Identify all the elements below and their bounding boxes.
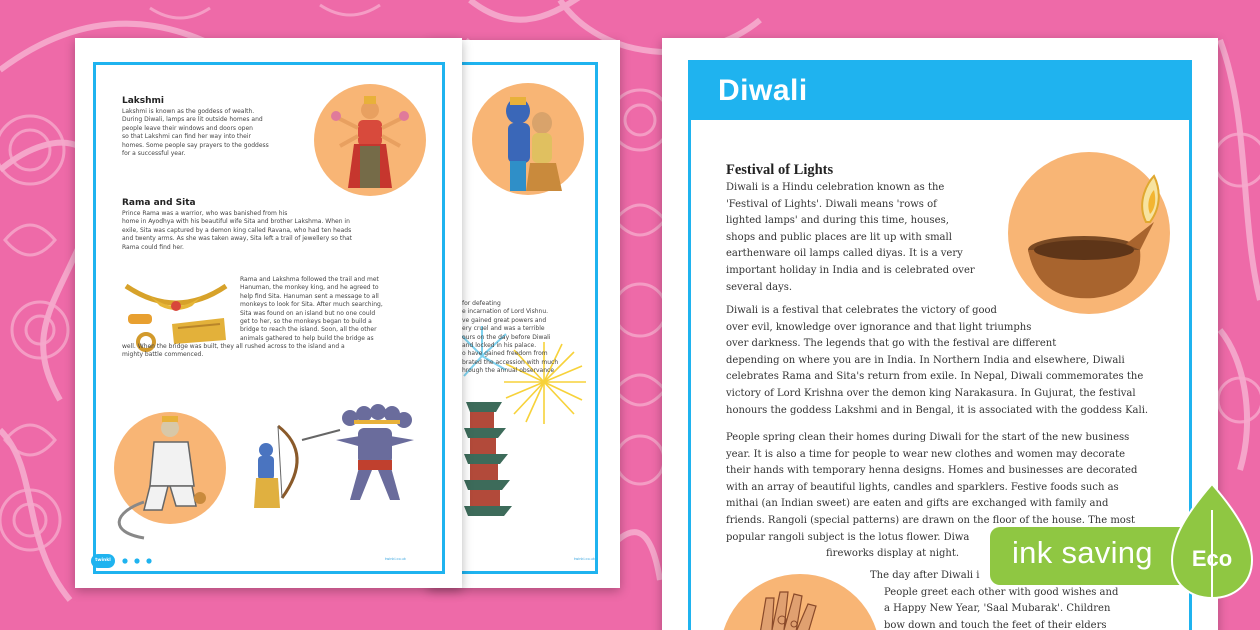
text-line: a Happy New Year, 'Saal Mubarak'. Children	[884, 603, 1111, 615]
text-line: for a successful year.	[122, 150, 186, 158]
twinkl-logo	[91, 554, 115, 568]
text-line: Lakshmi is known as the goddess of wealth.	[122, 108, 255, 115]
title-banner	[688, 60, 1192, 120]
twinkl-logo-label: twinkl	[95, 558, 111, 563]
text-line: over evil, knowledge over ignorance and that light triumphs	[726, 321, 1032, 333]
text-line: monkeys to look for Sita. After much searching,	[240, 301, 383, 309]
left-page-footer-url: twinkl.co.uk	[385, 557, 406, 561]
text-line: The day after Diwali i	[870, 570, 980, 581]
text-line: People spring clean their homes during Diwali for the start of the new business	[726, 432, 1130, 443]
text-line: Hanuman, the monkey king, and he agreed to	[240, 284, 379, 292]
text-line: friends. Rangoli (special patterns) are drawn on the floor of the house. The most	[726, 514, 1135, 526]
eco-leaf-label: Eco	[1191, 546, 1233, 571]
text-line: several days.	[726, 281, 793, 293]
henna-hand-image	[720, 574, 880, 630]
back-page-footer-url: twinkl.co.uk	[574, 557, 595, 561]
back-page-line: brated the accession with much	[462, 358, 559, 366]
rama-archer-image	[244, 420, 344, 520]
text-line: homes. Some people say prayers to the goddess	[122, 141, 269, 149]
text-line: Rama could find her.	[122, 243, 184, 251]
text-line: Diwali is a Hindu celebration known as the	[726, 182, 945, 193]
eco-leaf-icon	[1168, 480, 1256, 610]
back-page-line: o have gained freedom from	[462, 350, 548, 358]
text-line: earthenware oil lamps called diyas. It is a very	[726, 248, 963, 260]
text-line: lighted lamps' and during this time, houses,	[726, 215, 949, 227]
lakshmi-image	[314, 84, 426, 196]
trail-text	[240, 276, 420, 343]
back-page-line: for defeating	[462, 300, 501, 307]
pagoda-image	[462, 390, 514, 525]
text-line: shops and public places are lit up with small	[726, 231, 952, 243]
text-line: exile, Sita was captured by a demon king called Ravana, who had ten heads	[122, 226, 352, 234]
text-line: honours the goddess Lakshmi and in Bengal, it is associated with the goddess Kali.	[726, 404, 1149, 416]
text-line: animals gathered to help build the bridge as	[240, 334, 374, 342]
rama-sita-heading: Rama and Sita	[122, 198, 196, 208]
section-heading: Festival of Lights	[726, 162, 834, 178]
text-line: Rama and Lakshma followed the trail and met	[240, 276, 379, 283]
paragraph-festival-of-lights	[726, 180, 998, 296]
ravana-image	[330, 400, 420, 515]
text-line: people leave their windows and doors open	[122, 124, 253, 132]
text-line: so that Lakshmi can find her way into their	[122, 133, 251, 141]
back-page-line: e incarnation of Lord Vishnu.	[462, 308, 549, 316]
paragraph-victory	[726, 303, 1196, 419]
text-line: their hands with temporary henna designs. Homes and businesses are decorated	[726, 465, 1138, 477]
text-line: fireworks display at night.	[826, 548, 960, 560]
rama-sita-image	[472, 83, 584, 195]
lakshmi-text	[122, 108, 302, 158]
ink-saving-label: ink saving	[1012, 535, 1153, 570]
text-line: Prince Rama was a warrior, who was banished from his	[122, 210, 288, 217]
text-line: year. It is also a time for people to wear new clothes and women may decorate	[726, 448, 1126, 460]
text-line: well. When the bridge was built, they all rushed across to the island and a	[122, 343, 345, 350]
text-line: over darkness. The legends that go with the festival are different	[726, 338, 1057, 350]
back-page-line: and locked in his palace.	[462, 342, 537, 350]
rama-sita-text	[122, 210, 422, 252]
back-page-line: ours on the day before Diwali	[462, 333, 551, 341]
hanuman-image	[114, 412, 226, 524]
text-line: mithai (an Indian sweet) are eaten and gifts are exchanged with family and	[726, 498, 1109, 510]
diya-lamp-image	[1008, 152, 1170, 314]
text-line: important holiday in India and is celebrated over	[726, 264, 975, 276]
text-line: victory of Lord Krishna over the demon king Narakasura. In Gujurat, the festival	[726, 387, 1136, 399]
text-line: mighty battle commenced.	[122, 351, 204, 359]
text-line: depending on where you are in India. In Northern India and elsewhere, Diwali	[726, 354, 1125, 366]
back-page-line: hrough the annual observance	[462, 367, 555, 375]
page-dots-icon	[121, 557, 155, 565]
text-line: help find Sita. Hanuman sent a message to all	[240, 292, 379, 300]
text-line: bridge to reach the island. Soon, all the other	[240, 326, 377, 334]
text-line: home in Ayodhya with his beautiful wife Sita and brother Lakshma. When in	[122, 218, 350, 226]
text-line: get to her, so the monkeys began to build a	[240, 318, 372, 326]
text-line: bow down and touch the feet of their elders	[884, 619, 1107, 630]
text-line: and twenty arms. As she was taken away, Sita left a trail of jewellery so that	[122, 235, 353, 243]
back-page-line: ery cruel and was a terrible	[462, 325, 545, 333]
trail-text-wide	[122, 343, 422, 360]
text-line: with an array of beautiful lights, candles and sparklers. Festive foods such as	[726, 481, 1119, 493]
page-title: Diwali	[718, 74, 808, 107]
text-line: Diwali is a festival that celebrates the victory of good	[726, 305, 997, 316]
text-line: 'Festival of Lights'. Diwali means 'rows of	[726, 198, 937, 210]
lakshmi-heading: Lakshmi	[122, 96, 165, 106]
text-line: During Diwali, lamps are lit outside homes and	[122, 116, 263, 124]
text-line: People greet each other with good wishes and	[884, 586, 1119, 598]
text-line: popular rangoli subject is the lotus flower. Diwa	[726, 531, 970, 543]
text-line: Sita was found on an island but no one could	[240, 309, 376, 317]
back-page-line: ve gained great powers and	[462, 316, 547, 324]
back-page-text	[462, 300, 577, 376]
text-line: celebrates Rama and Sita's return from exile. In Nepal, Diwali commemorates the	[726, 371, 1144, 383]
